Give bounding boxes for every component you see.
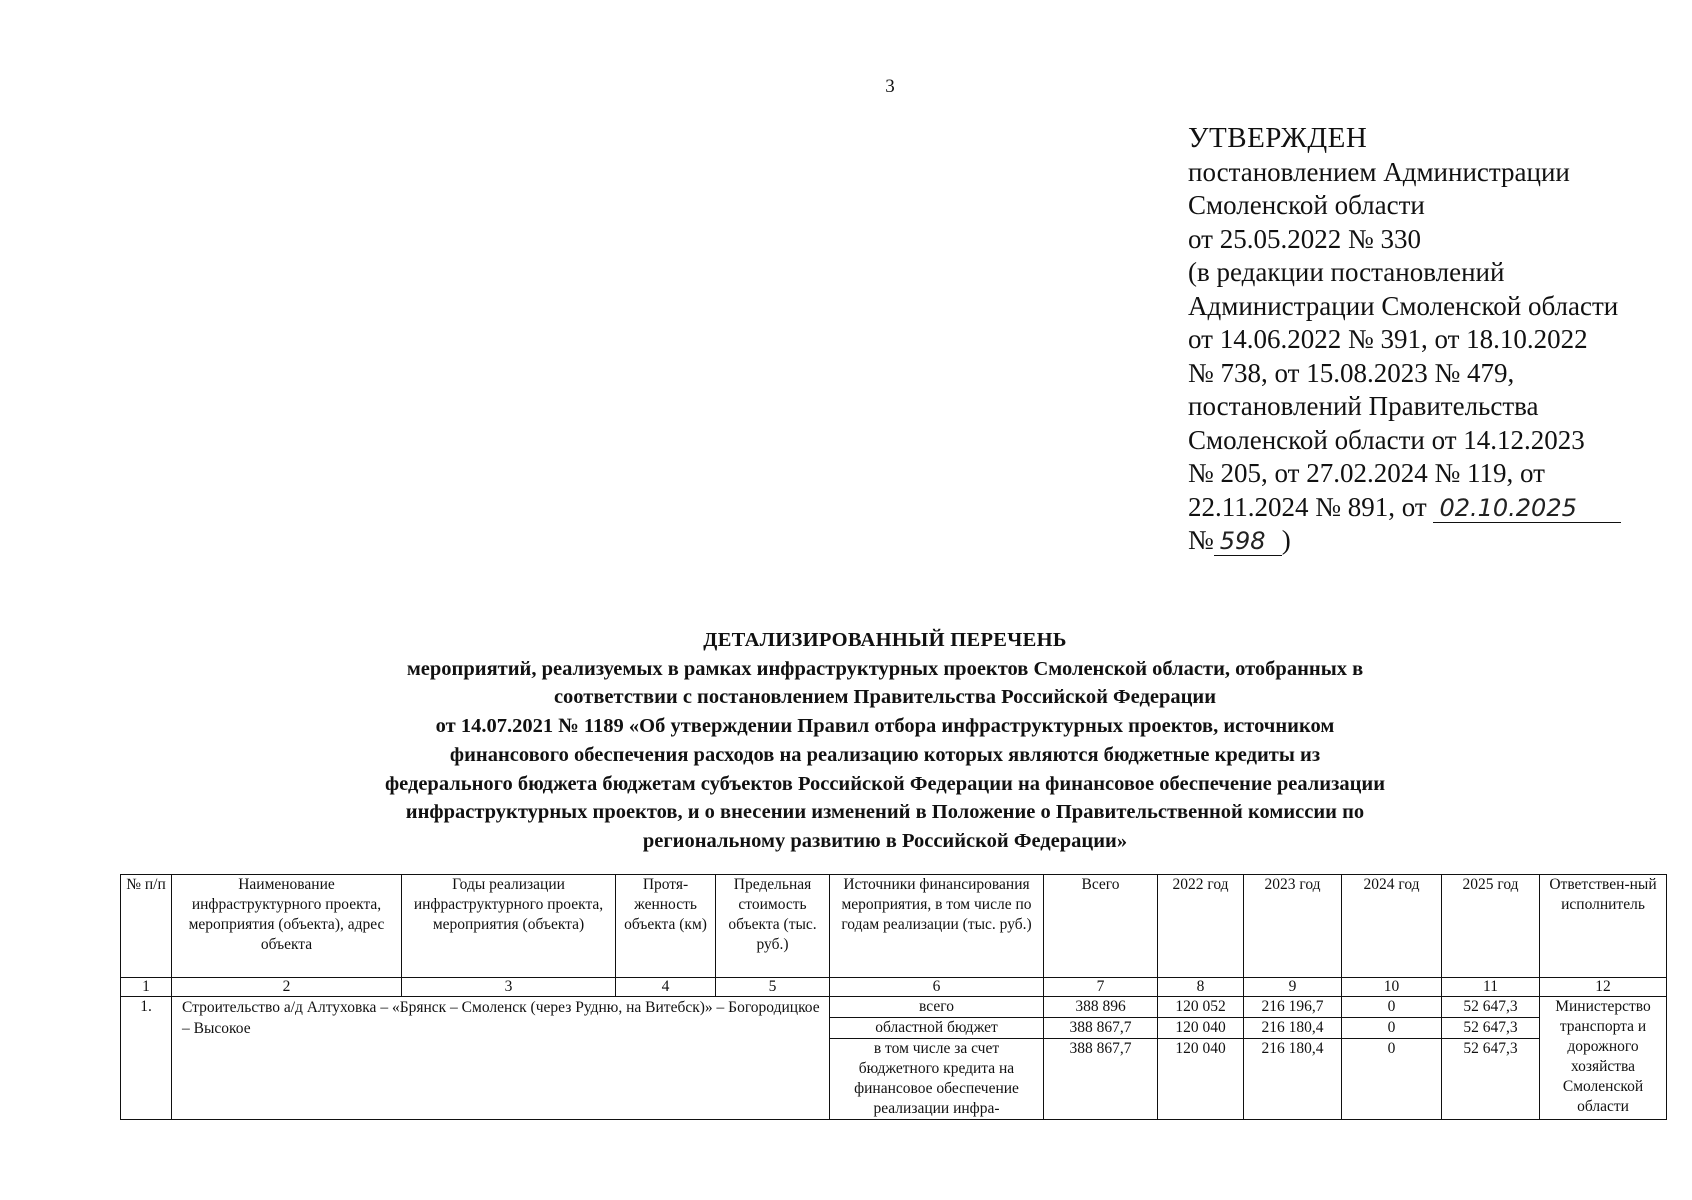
approval-line: постановлением Администрации (1188, 156, 1570, 187)
approval-line: от 25.05.2022 № 330 (1188, 223, 1421, 254)
approval-line: (в редакции постановлений (1188, 257, 1505, 287)
heading-line: федерального бюджета бюджетам субъектов Российской Федерации на финансовое обеспечение реализации (384, 772, 1386, 795)
column-number: 6 (830, 978, 1044, 997)
document-heading (290, 626, 1480, 856)
funding-2023: 216 180,4 (1244, 1039, 1342, 1120)
column-header: Источники финансирования мероприятия, в том числе по годам реализации (тыс. руб.) (830, 875, 1044, 978)
column-number: 12 (1540, 978, 1667, 997)
heading-line: финансового обеспечения расходов на реализацию которых являются бюджетные кредиты из (449, 743, 1321, 766)
column-number: 9 (1244, 978, 1342, 997)
funding-2025: 52 647,3 (1442, 1039, 1540, 1120)
handwritten-date: 02.10.2025 (1433, 494, 1621, 523)
page-number: 3 (885, 76, 895, 97)
funding-source: в том числе за счет бюджетного кредита на финансовое обеспечение реализации инфра- (830, 1039, 1044, 1120)
funding-source: всего (830, 997, 1044, 1018)
approval-line: постановлений Правительства (1188, 391, 1539, 421)
approval-line-number (1188, 524, 1658, 558)
approval-line: Смоленской области от 14.12.2023 (1188, 424, 1585, 455)
column-header: Ответствен-ный исполнитель (1540, 875, 1667, 978)
approval-date-prefix: 22.11.2024 № 891, от (1188, 491, 1427, 522)
funding-total: 388 896 (1044, 997, 1158, 1018)
approval-block (1188, 122, 1658, 558)
table-header-row (121, 875, 1667, 978)
column-header: № п/п (121, 875, 172, 978)
column-header: Наименование инфраструктурного проекта, мероприятия (объекта), адрес объекта (172, 875, 402, 978)
funding-2024: 0 (1342, 997, 1442, 1018)
heading-line: инфраструктурных проектов, и о внесении изменений в Положение о Правительственной комиссии по (405, 801, 1365, 824)
column-number: 8 (1158, 978, 1244, 997)
column-header: 2022 год (1158, 875, 1244, 978)
funding-2024: 0 (1342, 1039, 1442, 1120)
handwritten-number: 598 (1214, 527, 1282, 556)
funding-2022: 120 052 (1158, 997, 1244, 1018)
funding-2023: 216 196,7 (1244, 997, 1342, 1018)
responsible-executor: Министерство транспорта и дорожного хозяйства Смоленской области (1540, 997, 1667, 1120)
funding-total: 388 867,7 (1044, 1018, 1158, 1039)
approval-number-prefix: № (1188, 525, 1214, 555)
approval-line: от 14.06.2022 № 391, от 18.10.2022 (1188, 324, 1588, 354)
column-header: Предельная стоимость объекта (тыс. руб.) (716, 875, 830, 978)
heading-line: региональному развитию в Российской Федерации» (642, 829, 1128, 852)
heading-title: ДЕТАЛИЗИРОВАННЫЙ ПЕРЕЧЕНЬ (703, 629, 1067, 651)
heading-line: соответствии с постановлением Правительства Российской Федерации (553, 686, 1217, 709)
column-number: 7 (1044, 978, 1158, 997)
approval-line: Администрации Смоленской области (1188, 290, 1619, 321)
funding-source: областной бюджет (830, 1018, 1044, 1039)
column-header: Годы реализации инфраструктурного проекта, мероприятия (объекта) (402, 875, 616, 978)
approval-line-date (1188, 491, 1658, 525)
approval-line: № 205, от 27.02.2024 № 119, от (1188, 458, 1545, 488)
column-number: 10 (1342, 978, 1442, 997)
funding-2023: 216 180,4 (1244, 1018, 1342, 1039)
funding-2024: 0 (1342, 1018, 1442, 1039)
column-header: Протя-женность объекта (км) (616, 875, 716, 978)
column-number: 4 (616, 978, 716, 997)
approval-closing: ) (1281, 525, 1291, 555)
column-number: 3 (402, 978, 616, 997)
funding-2025: 52 647,3 (1442, 997, 1540, 1018)
approval-line: Смоленской области (1188, 190, 1425, 220)
approval-title: УТВЕРЖДЕН (1188, 122, 1368, 154)
column-number-row (121, 978, 1667, 997)
column-header: 2024 год (1342, 875, 1442, 978)
column-header: 2025 год (1442, 875, 1540, 978)
project-name: Строительство а/д Алтуховка – «Брянск – Смоленск (через Рудню, на Витебск)» – Богородицкое – Высокое (172, 997, 830, 1120)
column-header: 2023 год (1244, 875, 1342, 978)
heading-line: мероприятий, реализуемых в рамках инфраструктурных проектов Смоленской области, отобранных в (406, 657, 1364, 680)
funding-total: 388 867,7 (1044, 1039, 1158, 1120)
column-number: 2 (172, 978, 402, 997)
column-number: 11 (1442, 978, 1540, 997)
table-row (121, 997, 1667, 1018)
column-number: 1 (121, 978, 172, 997)
funding-2025: 52 647,3 (1442, 1018, 1540, 1039)
measures-table (120, 874, 1667, 1120)
heading-line: от 14.07.2021 № 1189 «Об утверждении Правил отбора инфраструктурных проектов, источником (435, 715, 1335, 738)
column-number: 5 (716, 978, 830, 997)
column-header: Всего (1044, 875, 1158, 978)
approval-line: № 738, от 15.08.2023 № 479, (1188, 357, 1515, 388)
row-number: 1. (121, 997, 172, 1120)
funding-2022: 120 040 (1158, 1018, 1244, 1039)
funding-2022: 120 040 (1158, 1039, 1244, 1120)
